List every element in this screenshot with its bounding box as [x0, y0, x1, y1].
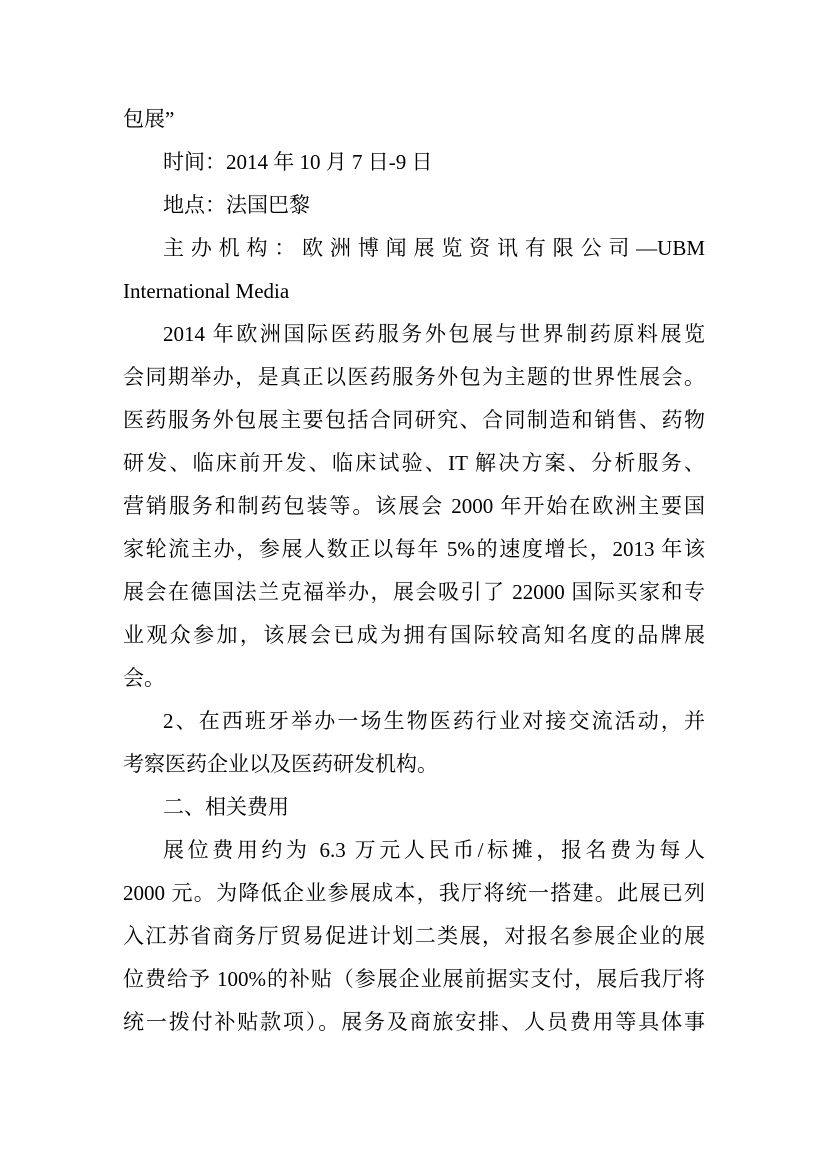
line-fees-5: 统一拨付补贴款项）。展务及商旅安排、人员费用等具体事	[123, 1010, 705, 1034]
line-item2-spain-1: 2、在西班牙举办一场生物医药行业对接交流活动，并	[163, 709, 705, 733]
line-event-date: 时间：2014 年 10 月 7 日-9 日	[163, 150, 433, 174]
line-fees-1: 展位费用约为 6.3 万元人民币/标摊，报名费为每人	[163, 838, 705, 862]
line-exhibition-intro-9: 会。	[123, 666, 165, 690]
line-exhibition-intro-1: 2014 年欧洲国际医药服务外包展与世界制药原料展览	[163, 322, 705, 346]
line-item2-spain-2: 考察医药企业以及医药研发机构。	[123, 752, 438, 776]
line-exhibition-intro-7: 展会在德国法兰克福举办，展会吸引了 22000 国际买家和专	[123, 580, 705, 604]
line-fees-3: 入江苏省商务厅贸易促进计划二类展，对报名参展企业的展	[123, 924, 705, 948]
line-heading-fragment: 包展”	[123, 107, 175, 131]
line-fees-4: 位费给予 100%的补贴（参展企业展前据实支付，展后我厅将	[123, 967, 705, 991]
line-organizer-english: International Media	[123, 279, 290, 303]
line-section-fees-heading: 二、相关费用	[163, 795, 289, 819]
line-exhibition-intro-3: 医药服务外包展主要包括合同研究、合同制造和销售、药物	[123, 408, 705, 432]
line-exhibition-intro-4: 研发、临床前开发、临床试验、IT 解决方案、分析服务、	[123, 451, 705, 475]
line-exhibition-intro-6: 家轮流主办，参展人数正以每年 5%的速度增长，2013 年该	[123, 537, 705, 561]
line-fees-2: 2000 元。为降低企业参展成本，我厅将统一搭建。此展已列	[123, 881, 705, 905]
line-exhibition-intro-8: 业观众参加，该展会已成为拥有国际较高知名度的品牌展	[123, 623, 705, 647]
line-exhibition-intro-5: 营销服务和制药包装等。该展会 2000 年开始在欧洲主要国	[123, 494, 705, 518]
line-exhibition-intro-2: 会同期举办，是真正以医药服务外包为主题的世界性展会。	[123, 365, 705, 389]
line-event-location: 地点：法国巴黎	[163, 193, 310, 217]
line-event-organizer: 主办机构：欧洲博闻展览资讯有限公司—UBM	[163, 236, 705, 260]
